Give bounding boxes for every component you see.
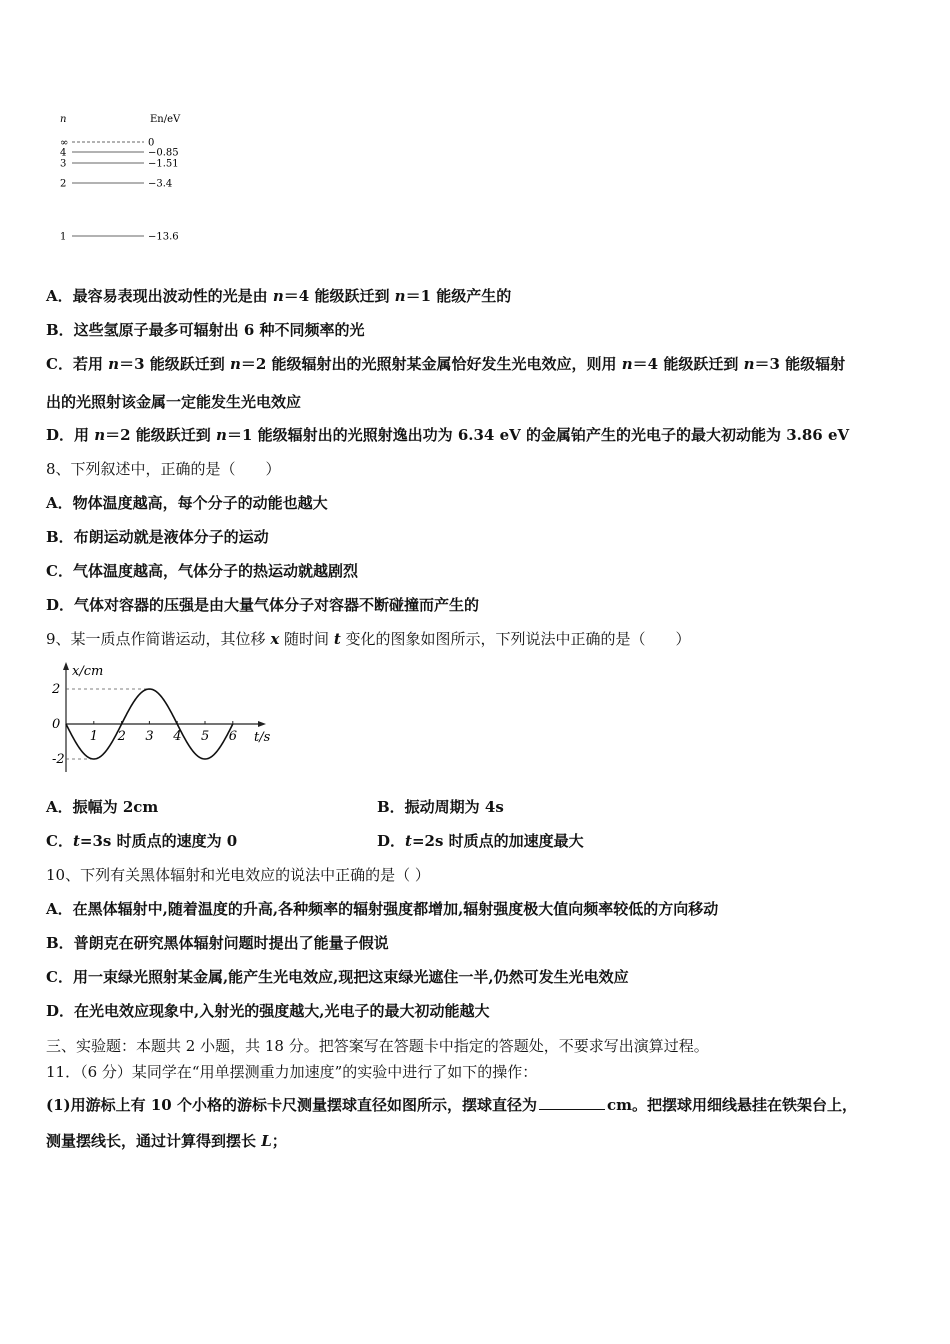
q7-option-b: B．这些氢原子最多可辐射出 6 种不同频率的光	[46, 321, 365, 339]
n-axis-label: n	[60, 114, 67, 125]
q9-option-d: D．t=2s 时质点的加速度最大	[377, 832, 584, 850]
q9-stem: 9、某一质点作简谐运动，其位移 x 随时间 t 变化的图象如图所示，下列说法中正确的是（ ）	[46, 630, 691, 648]
q7-option-c-cont: 出的光照射该金属一定能发生光电效应	[46, 393, 302, 411]
level-n-label: ∞	[60, 137, 69, 149]
y-tick-label: 0	[52, 717, 61, 732]
y-axis-title: x/cm	[72, 664, 104, 679]
q10-option-b: B．普朗克在研究黑体辐射问题时提出了能量子假说	[46, 934, 389, 952]
level-n-label: 1	[60, 231, 67, 243]
q7-option-d: D．用 n＝2 能级跃迁到 n＝1 能级辐射出的光照射逸出功为 6.34 eV 的金属铂产生的光电子的最大初动能为 3.86 eV	[46, 426, 850, 444]
q10-option-a: A．在黑体辐射中,随着温度的升高,各种频率的辐射强度都增加,辐射强度极大值向频率较低的方向移动	[46, 900, 719, 918]
level-n-label: 4	[60, 147, 67, 159]
q7-option-c: C．若用 n＝3 能级跃迁到 n＝2 能级辐射出的光照射某金属恰好发生光电效应，则用 n＝4 能级跃迁到 n＝3 能级辐射	[46, 355, 846, 373]
x-tick-label: 4	[173, 729, 182, 744]
q8-option-a: A．物体温度越高，每个分子的动能也越大	[46, 494, 328, 512]
level-n-label: 3	[60, 158, 67, 170]
energy-axis-label: En/eV	[150, 114, 181, 125]
level-n-label: 2	[60, 178, 67, 190]
x-tick-label: 5	[201, 729, 210, 744]
q10-option-c: C．用一束绿光照射某金属,能产生光电效应,现把这束绿光遮住一半,仍然可发生光电效应	[46, 968, 629, 986]
y-axis-arrow-icon	[63, 662, 69, 670]
y-tick-label: -2	[52, 752, 65, 767]
level-energy-value: −13.6	[148, 231, 179, 243]
energy-level-diagram	[52, 108, 202, 248]
level-energy-value: −0.85	[148, 147, 179, 159]
q11-part-1: (1)用游标上有 10 个小格的游标卡尺测量摆球直径如图所示，摆球直径为 cm。把摆球用细线悬挂在铁架台上，	[46, 1096, 857, 1114]
q11-stem: 11．（6 分）某同学在“用单摆测重力加速度”的实验中进行了如下的操作：	[46, 1063, 538, 1081]
y-tick-label: 2	[52, 682, 61, 697]
section-3-heading: 三、实验题：本题共 2 小题，共 18 分。把答案写在答题卡中指定的答题处，不要求写出演算过程。	[46, 1037, 709, 1055]
displacement-time-graph	[44, 660, 284, 778]
energy-levels	[60, 138, 179, 243]
answer-blank[interactable]	[539, 1095, 605, 1110]
q9-option-a: A．振幅为 2cm	[46, 798, 159, 816]
x-tick-label: 2	[117, 729, 126, 744]
x-axis-arrow-icon	[258, 721, 266, 727]
q10-stem: 10、下列有关黑体辐射和光电效应的说法中正确的是（ ）	[46, 866, 430, 884]
x-tick-label: 1	[89, 729, 99, 744]
q8-stem: 8、下列叙述中，正确的是（ ）	[46, 460, 281, 478]
q7-option-a: A．最容易表现出波动性的光是由 n＝4 能级跃迁到 n＝1 能级产生的	[46, 287, 512, 305]
q8-option-b: B．布朗运动就是液体分子的运动	[46, 528, 269, 546]
q9-option-b: B．振动周期为 4s	[377, 798, 504, 816]
level-energy-value: −3.4	[148, 178, 173, 190]
level-energy-value: 0	[148, 137, 155, 149]
x-axis-title: t/s	[254, 730, 271, 745]
q10-option-d: D．在光电效应现象中,入射光的强度越大,光电子的最大初动能越大	[46, 1002, 490, 1020]
q8-option-c: C．气体温度越高，气体分子的热运动就越剧烈	[46, 562, 358, 580]
level-energy-value: −1.51	[148, 158, 179, 170]
q8-option-d: D．气体对容器的压强是由大量气体分子对容器不断碰撞而产生的	[46, 596, 480, 614]
x-tick-label: 6	[228, 729, 238, 744]
q11-part-1-cont: 测量摆线长，通过计算得到摆长 L；	[46, 1132, 287, 1150]
x-tick-label: 3	[145, 729, 154, 744]
q9-option-c: C．t=3s 时质点的速度为 0	[46, 832, 238, 850]
